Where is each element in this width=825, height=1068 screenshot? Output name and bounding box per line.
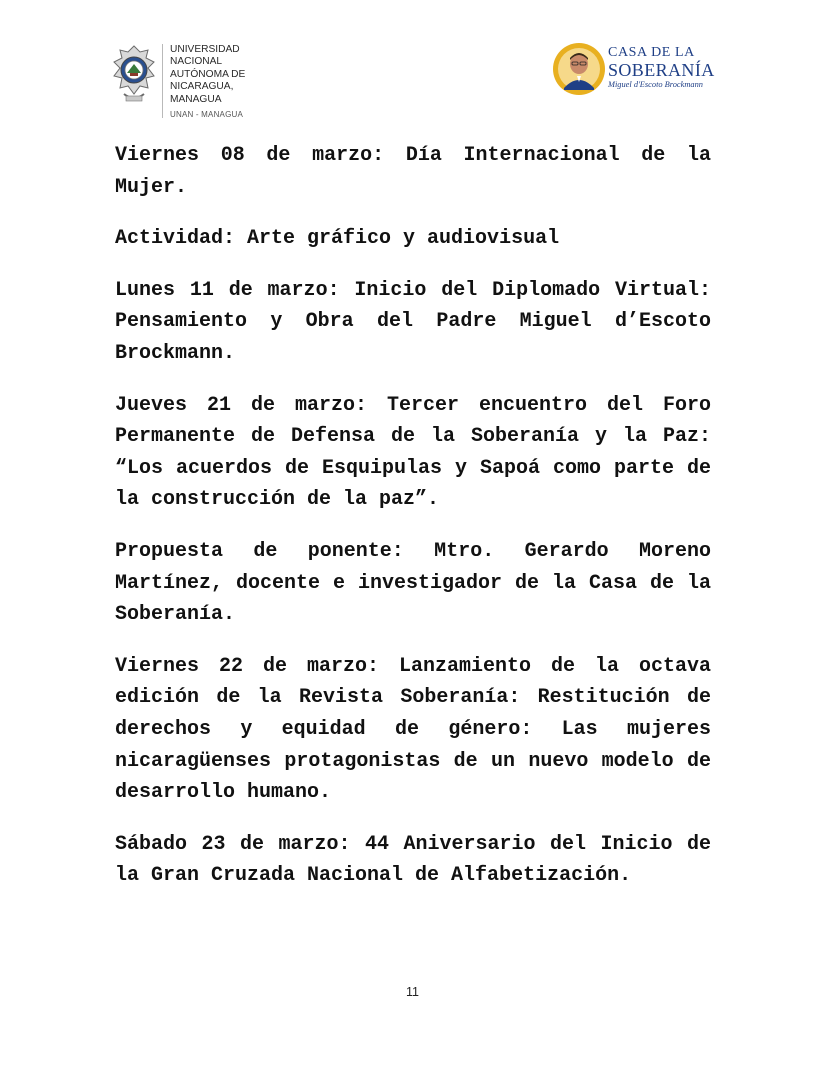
paragraph: Viernes 22 de marzo: Lanzamiento de la octava edición de la Revista Soberanía: Restitución de derechos y equidad de género: Las mujeres nicaragüenses protagonistas de un nuevo modelo de desarrollo humano. [115,654,711,805]
unan-divider [162,44,163,118]
page-header [0,0,825,130]
paragraph: Propuesta de ponente: Mtro. Gerardo Moreno Martínez, docente e investigador de la Casa de la Soberanía. [115,539,711,627]
unan-name-line: NICARAGUA, [170,81,234,93]
unan-crest-icon [110,44,158,104]
paragraph: Lunes 11 de marzo: Inicio del Diplomado Virtual: Pensamiento y Obra del Padre Miguel d’Escoto Brockmann. [115,278,711,365]
paragraph: Sábado 23 de marzo: 44 Aniversario del Inicio de la Gran Cruzada Nacional de Alfabetización. [115,832,711,888]
casa-portrait-icon [552,42,606,96]
unan-name-line: AUTÓNOMA DE [170,68,246,80]
unan-name [170,44,280,106]
unan-subtitle: UNAN - MANAGUA [170,110,244,119]
unan-name-line: NACIONAL [170,56,223,68]
paragraph: Viernes 08 de marzo: Día Internacional de la Mujer. [115,144,711,199]
casa-name-line3: Miguel d'Escoto Brockmann [608,80,703,89]
casa-name [608,46,723,90]
unan-name-line: MANAGUA [170,93,222,105]
document-body [115,140,711,912]
paragraph: Actividad: Arte gráfico y audiovisual [115,227,560,251]
paragraph: Jueves 21 de marzo: Tercer encuentro del Foro Permanente de Defensa de la Soberanía y la Paz: “Los acuerdos de Esquipulas y Sapoá como parte de la construcción de la paz”. [115,393,711,512]
casa-name-line1: CASA DE LA [608,45,695,60]
unan-name-line: UNIVERSIDAD [170,44,240,55]
page-number: 11 [406,985,419,999]
casa-name-line2: SOBERANÍA [608,60,715,80]
